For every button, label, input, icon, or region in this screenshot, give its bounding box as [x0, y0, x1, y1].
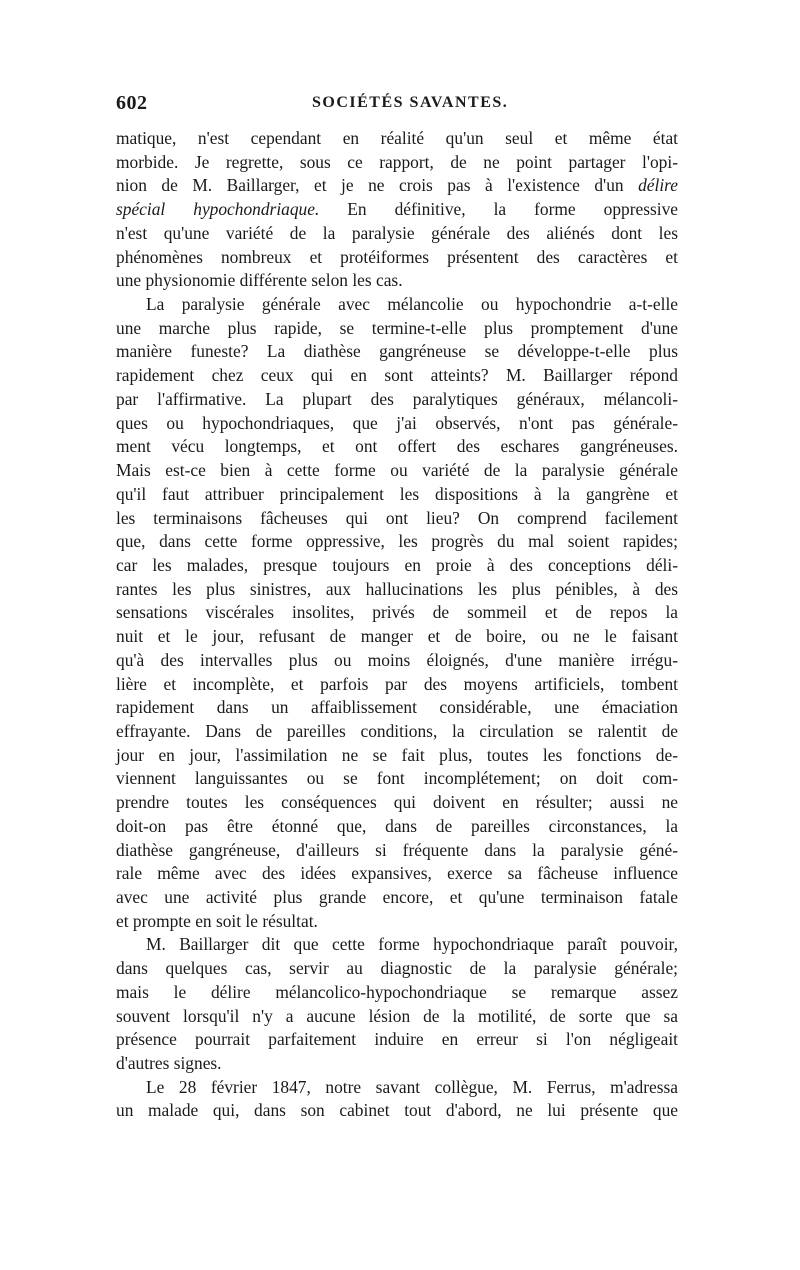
text-line	[116, 886, 678, 910]
text-run: rale même avec des idées expansives, exerce sa fâcheuse influence	[116, 863, 678, 884]
text-run: qu'il faut attribuer principalement les dispositions à la gangrène et	[116, 483, 678, 504]
text-run: les terminaisons fâcheuses qui ont lieu? On comprend facilement	[116, 507, 678, 528]
running-title: SOCIÉTÉS SAVANTES.	[312, 94, 509, 111]
text-run: rapidement dans un affaiblissement considérable, une émaciation	[116, 697, 678, 718]
text-run: un malade qui, dans son cabinet tout d'abord, ne lui présente que	[116, 1100, 678, 1121]
text-line	[116, 1052, 678, 1076]
text-line	[116, 839, 678, 863]
text-line	[116, 601, 678, 625]
text-run: La paralysie générale avec mélancolie ou hypochondrie a-t-elle	[146, 294, 678, 315]
text-line	[116, 1005, 678, 1029]
text-line	[116, 1076, 678, 1100]
text-run: viennent languissantes ou se font incomplétement; on doit com-	[116, 768, 678, 789]
text-run: jour en jour, l'assimilation ne se fait plus, toutes les fonctions de-	[116, 744, 678, 765]
text-line	[116, 151, 678, 175]
text-run: diathèse gangréneuse, d'ailleurs si fréquente dans la paralysie géné-	[116, 839, 678, 860]
italic-text: délire	[638, 175, 678, 196]
text-run: Le 28 février 1847, notre savant collègue, M. Ferrus, m'adressa	[146, 1076, 678, 1097]
text-line	[116, 1028, 678, 1052]
text-line	[116, 222, 678, 246]
text-run: sensations viscérales insolites, privés de sommeil et de repos la	[116, 602, 678, 623]
text-line	[116, 364, 678, 388]
text-line	[116, 673, 678, 697]
text-line	[116, 293, 678, 317]
text-run: souvent lorsqu'il n'y a aucune lésion de la motilité, de sorte que sa	[116, 1005, 678, 1026]
text-line	[116, 388, 678, 412]
body-text	[116, 127, 678, 1123]
text-line	[116, 649, 678, 673]
text-run: lière et incomplète, et parfois par des moyens artificiels, tombent	[116, 673, 678, 694]
text-line	[116, 791, 678, 815]
text-run: que, dans cette forme oppressive, les progrès du mal soient rapides;	[116, 531, 678, 552]
text-line	[116, 174, 678, 198]
running-head	[116, 92, 678, 118]
text-line	[116, 578, 678, 602]
text-run: Mais est-ce bien à cette forme ou variété de la paralysie générale	[116, 460, 678, 481]
page-number: 602	[116, 92, 148, 114]
text-line	[116, 127, 678, 151]
text-run: nuit et le jour, refusant de manger et de boire, ou ne le faisant	[116, 626, 678, 647]
text-line	[116, 269, 678, 293]
text-line	[116, 862, 678, 886]
text-run: qu'à des intervalles plus ou moins éloignés, d'une manière irrégu-	[116, 649, 678, 670]
text-run: nion de M. Baillarger, et je ne crois pas à l'existence d'un	[116, 175, 639, 196]
text-line	[116, 696, 678, 720]
text-run: ques ou hypochondriaques, que j'ai observés, n'ont pas générale-	[116, 412, 678, 433]
text-run: dans quelques cas, servir au diagnostic de la paralysie générale;	[116, 958, 678, 979]
text-run: effrayante. Dans de pareilles conditions, la circulation se ralentit de	[116, 720, 678, 741]
text-line	[116, 625, 678, 649]
text-line	[116, 957, 678, 981]
text-line	[116, 720, 678, 744]
text-run: une physionomie différente selon les cas.	[116, 270, 403, 291]
text-line	[116, 815, 678, 839]
text-line	[116, 767, 678, 791]
text-run: matique, n'est cependant en réalité qu'un seul et même état	[116, 128, 678, 148]
text-run: présence pourrait parfaitement induire en erreur si l'on négligeait	[116, 1029, 678, 1050]
text-line	[116, 910, 678, 934]
text-line	[116, 198, 678, 222]
text-run: rapidement chez ceux qui en sont atteints? M. Baillarger répond	[116, 365, 678, 386]
text-line	[116, 530, 678, 554]
text-run: rantes les plus sinistres, aux hallucinations les plus pénibles, à des	[116, 578, 678, 599]
text-run: par l'affirmative. La plupart des paralytiques généraux, mélancoli-	[116, 388, 678, 409]
text-run: manière funeste? La diathèse gangréneuse se développe-t-elle plus	[116, 341, 678, 362]
text-run: une marche plus rapide, se termine-t-elle plus promptement d'une	[116, 317, 678, 338]
text-run: ment vécu longtemps, et ont offert des eschares gangréneuses.	[116, 436, 678, 457]
text-line	[116, 412, 678, 436]
text-run: d'autres signes.	[116, 1053, 222, 1074]
text-run: prendre toutes les conséquences qui doivent en résulter; aussi ne	[116, 792, 678, 813]
text-line	[116, 1099, 678, 1123]
text-run: M. Baillarger dit que cette forme hypochondriaque paraît pouvoir,	[146, 934, 678, 955]
text-line	[116, 933, 678, 957]
italic-text: spécial hypochondriaque.	[116, 199, 320, 220]
text-run: phénomènes nombreux et protéiformes présentent des caractères et	[116, 246, 678, 267]
text-run: morbide. Je regrette, sous ce rapport, de ne point partager l'opi-	[116, 151, 678, 172]
text-run: car les malades, presque toujours en proie à des conceptions déli-	[116, 554, 678, 575]
text-run: n'est qu'une variété de la paralysie générale des aliénés dont les	[116, 222, 678, 243]
text-line	[116, 483, 678, 507]
text-run: doit-on pas être étonné que, dans de pareilles circonstances, la	[116, 815, 678, 836]
text-line	[116, 554, 678, 578]
text-run: avec une activité plus grande encore, et qu'une terminaison fatale	[116, 887, 678, 907]
text-line	[116, 507, 678, 531]
text-run: En définitive, la forme oppressive	[319, 199, 678, 220]
text-line	[116, 246, 678, 270]
text-line	[116, 340, 678, 364]
text-line	[116, 744, 678, 768]
text-run: mais le délire mélancolico-hypochondriaque se remarque assez	[116, 981, 678, 1002]
text-line	[116, 317, 678, 341]
text-run: et prompte en soit le résultat.	[116, 910, 318, 931]
text-line	[116, 981, 678, 1005]
text-line	[116, 459, 678, 483]
text-line	[116, 435, 678, 459]
